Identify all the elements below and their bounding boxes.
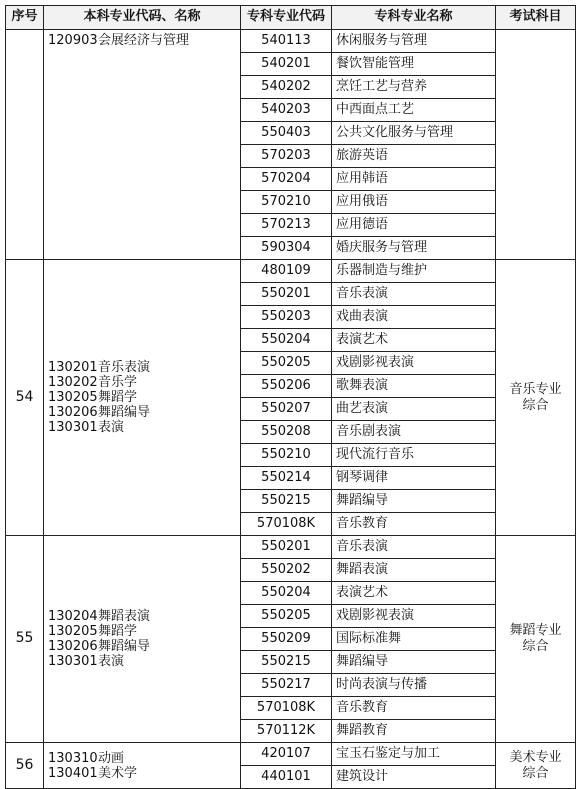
college-code-cell: 550205 xyxy=(241,352,332,375)
bachelor-majors-cell xyxy=(44,260,241,536)
bachelor-major xyxy=(48,390,240,405)
college-name-cell: 现代流行音乐 xyxy=(332,444,496,467)
college-name-cell: 舞蹈表演 xyxy=(332,559,496,582)
bachelor-name: 音乐表演 xyxy=(98,360,151,375)
header-bachelor: 本科专业代码、名称 xyxy=(44,6,241,30)
college-code-cell: 550217 xyxy=(241,674,332,697)
college-name-cell: 旅游英语 xyxy=(332,145,496,168)
college-name-cell: 烹饪工艺与营养 xyxy=(332,76,496,99)
exam-subject-line: 综合 xyxy=(522,639,549,654)
college-name-cell: 国际标准舞 xyxy=(332,628,496,651)
table-row xyxy=(6,30,576,53)
bachelor-majors-cell xyxy=(44,536,241,743)
bachelor-major xyxy=(48,751,240,766)
bachelor-major xyxy=(48,609,240,624)
college-name-cell: 舞蹈编导 xyxy=(332,490,496,513)
exam-subject-line: 综合 xyxy=(522,397,549,413)
college-name-cell: 戏曲表演 xyxy=(332,306,496,329)
college-name-cell: 应用韩语 xyxy=(332,168,496,191)
bachelor-code: 130204 xyxy=(48,609,98,624)
table-row xyxy=(6,536,576,559)
bachelor-name: 舞蹈编导 xyxy=(98,639,151,654)
college-code-cell: 570112K xyxy=(241,720,332,743)
bachelor-name: 动画 xyxy=(98,750,125,766)
seq-cell: 56 xyxy=(6,743,44,789)
college-code-cell: 550209 xyxy=(241,628,332,651)
college-name-cell: 音乐表演 xyxy=(332,283,496,306)
college-code-cell: 550214 xyxy=(241,467,332,490)
college-name-cell: 音乐教育 xyxy=(332,513,496,536)
bachelor-major xyxy=(48,654,240,669)
bachelor-code: 130301 xyxy=(48,420,98,435)
bachelor-code: 130205 xyxy=(48,624,98,639)
college-code-cell: 540201 xyxy=(241,53,332,76)
table-row xyxy=(6,260,576,283)
college-code-cell: 570210 xyxy=(241,191,332,214)
college-code-cell: 590304 xyxy=(241,237,332,260)
bachelor-major xyxy=(48,405,240,420)
college-name-cell: 餐饮智能管理 xyxy=(332,53,496,76)
college-name-cell: 舞蹈教育 xyxy=(332,720,496,743)
exam-subject-line: 舞蹈专业 xyxy=(509,623,562,638)
college-name-cell: 戏剧影视表演 xyxy=(332,352,496,375)
college-code-cell: 550201 xyxy=(241,283,332,306)
bachelor-major xyxy=(48,766,240,781)
college-code-cell: 570108K xyxy=(241,513,332,536)
seq-cell: 55 xyxy=(6,536,44,743)
college-name-cell: 应用德语 xyxy=(332,214,496,237)
college-name-cell: 表演艺术 xyxy=(332,329,496,352)
table-body xyxy=(6,30,576,789)
college-name-cell: 宝玉石鉴定与加工 xyxy=(332,743,496,766)
college-code-cell: 550215 xyxy=(241,490,332,513)
college-code-cell: 550206 xyxy=(241,375,332,398)
header-row xyxy=(6,6,576,30)
college-name-cell: 建筑设计 xyxy=(332,766,496,789)
bachelor-name: 舞蹈表演 xyxy=(98,609,151,624)
bachelor-code: 130301 xyxy=(48,654,98,669)
bachelor-code: 120903 xyxy=(48,33,98,48)
bachelor-name: 表演 xyxy=(98,420,125,435)
bachelor-major xyxy=(48,360,240,375)
exam-subject-line: 音乐专业 xyxy=(509,381,562,397)
bachelor-majors-cell xyxy=(44,743,241,789)
college-code-cell: 550207 xyxy=(241,398,332,421)
college-name-cell: 舞蹈编导 xyxy=(332,651,496,674)
bachelor-name: 会展经济与管理 xyxy=(98,33,190,48)
college-code-cell: 550201 xyxy=(241,536,332,559)
bachelor-code: 130205 xyxy=(48,390,98,405)
bachelor-name: 音乐学 xyxy=(98,375,138,390)
bachelor-code: 130202 xyxy=(48,375,98,390)
college-code-cell: 550204 xyxy=(241,582,332,605)
college-name-cell: 婚庆服务与管理 xyxy=(332,237,496,260)
bachelor-major xyxy=(48,420,240,435)
college-name-cell: 中西面点工艺 xyxy=(332,99,496,122)
seq-cell xyxy=(6,30,44,260)
bachelor-code: 130206 xyxy=(48,405,98,420)
bachelor-major xyxy=(48,624,240,639)
college-code-cell: 570213 xyxy=(241,214,332,237)
seq-cell: 54 xyxy=(6,260,44,536)
header-college-code: 专科专业代码 xyxy=(241,6,332,30)
college-code-cell: 540203 xyxy=(241,99,332,122)
bachelor-name: 表演 xyxy=(98,654,125,669)
table-row xyxy=(6,743,576,766)
exam-subject-cell xyxy=(496,536,576,743)
college-code-cell: 550215 xyxy=(241,651,332,674)
college-code-cell: 550205 xyxy=(241,605,332,628)
college-code-cell: 550403 xyxy=(241,122,332,145)
college-code-cell: 540202 xyxy=(241,76,332,99)
college-code-cell: 550203 xyxy=(241,306,332,329)
college-name-cell: 戏剧影视表演 xyxy=(332,605,496,628)
college-name-cell: 表演艺术 xyxy=(332,582,496,605)
college-code-cell: 570108K xyxy=(241,697,332,720)
college-code-cell: 570204 xyxy=(241,168,332,191)
college-code-cell: 480109 xyxy=(241,260,332,283)
college-name-cell: 应用俄语 xyxy=(332,191,496,214)
college-name-cell: 音乐剧表演 xyxy=(332,421,496,444)
college-code-cell: 540113 xyxy=(241,30,332,53)
college-name-cell: 钢琴调律 xyxy=(332,467,496,490)
college-name-cell: 音乐教育 xyxy=(332,697,496,720)
exam-subject-cell xyxy=(496,743,576,789)
bachelor-major xyxy=(48,639,240,654)
college-code-cell: 570203 xyxy=(241,145,332,168)
bachelor-majors-cell xyxy=(44,30,241,260)
college-name-cell: 休闲服务与管理 xyxy=(332,30,496,53)
exam-subject-line: 综合 xyxy=(522,765,549,781)
college-name-cell: 乐器制造与维护 xyxy=(332,260,496,283)
major-table xyxy=(5,5,576,789)
college-name-cell: 曲艺表演 xyxy=(332,398,496,421)
college-name-cell: 歌舞表演 xyxy=(332,375,496,398)
header-exam: 考试科目 xyxy=(496,6,576,30)
bachelor-code: 130310 xyxy=(48,750,98,766)
bachelor-name: 舞蹈学 xyxy=(98,390,138,405)
college-code-cell: 550208 xyxy=(241,421,332,444)
bachelor-code: 130201 xyxy=(48,360,98,375)
college-code-cell: 420107 xyxy=(241,743,332,766)
bachelor-major xyxy=(48,375,240,390)
college-name-cell: 时尚表演与传播 xyxy=(332,674,496,697)
bachelor-code: 130401 xyxy=(48,765,98,781)
college-code-cell: 550204 xyxy=(241,329,332,352)
bachelor-name: 美术学 xyxy=(98,765,138,781)
college-name-cell: 公共文化服务与管理 xyxy=(332,122,496,145)
exam-subject-cell xyxy=(496,260,576,536)
bachelor-name: 舞蹈学 xyxy=(98,624,138,639)
header-seq: 序号 xyxy=(6,6,44,30)
exam-subject-line: 美术专业 xyxy=(509,749,562,765)
college-name-cell: 音乐表演 xyxy=(332,536,496,559)
college-code-cell: 440101 xyxy=(241,766,332,789)
bachelor-name: 舞蹈编导 xyxy=(98,405,151,420)
bachelor-major xyxy=(48,33,240,48)
header-college-name: 专科专业名称 xyxy=(332,6,496,30)
bachelor-code: 130206 xyxy=(48,639,98,654)
exam-subject-cell xyxy=(496,30,576,260)
college-code-cell: 550202 xyxy=(241,559,332,582)
college-code-cell: 550210 xyxy=(241,444,332,467)
